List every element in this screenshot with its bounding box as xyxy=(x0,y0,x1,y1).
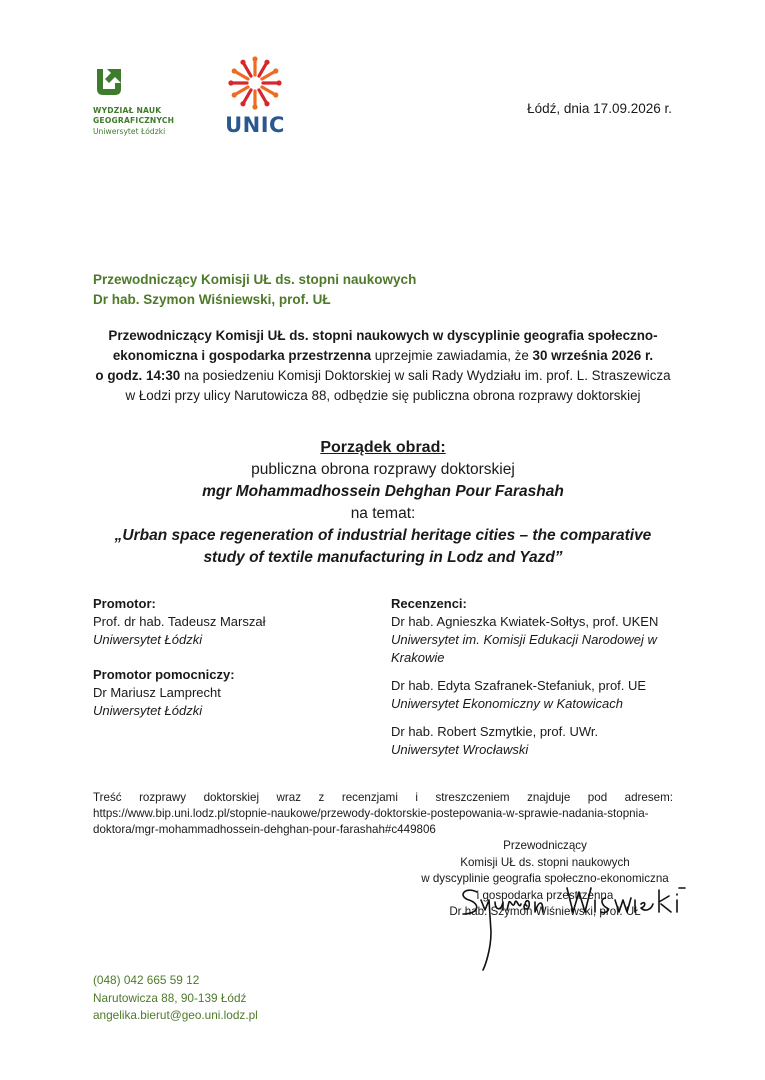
faculty-logo xyxy=(93,66,203,136)
reviewer-name: Dr hab. Robert Szmytkie, prof. UWr. xyxy=(391,724,599,739)
agenda-section xyxy=(93,437,673,569)
signature-name: Dr hab. Szymon Wiśniewski, prof. UŁ xyxy=(449,905,641,918)
reviewer-affiliation: Uniwersytet Wrocławski xyxy=(391,742,529,757)
agenda-topic-label: na temat: xyxy=(350,505,416,522)
candidate-name: mgr Mohammadhossein Dehghan Pour Farashah xyxy=(202,483,564,500)
supervisors-column xyxy=(93,595,353,720)
aux-promotor-label: Promotor pomocniczy: xyxy=(93,667,235,682)
unic-logo xyxy=(223,56,287,137)
faculty-name-line1: WYDZIAŁ NAUK xyxy=(93,106,162,115)
reviewer-affiliation: Uniwersytet im. Komisji Edukacji Narodowej w Krakowie xyxy=(391,632,657,665)
announcement-location: na posiedzeniu Komisji Doktorskiej w sali Rady Wydziału im. prof. L. Straszewicza w Łodzi przy ulicy Narutowicza 88, odbędzie się publiczna obrona rozprawy doktorskiej xyxy=(125,368,671,403)
handwritten-signature xyxy=(455,870,705,980)
defense-date: 30 września 2026 r. xyxy=(532,348,654,363)
faculty-name-line2: GEOGRAFICZNYCH xyxy=(93,116,175,125)
unic-wordmark: UNIC xyxy=(225,113,285,137)
signature-discipline: w dyscyplinie geografia społeczno-ekonomiczna xyxy=(421,872,669,885)
promotor-label: Promotor: xyxy=(93,596,156,611)
defense-time: o godz. 14:30 xyxy=(95,368,181,383)
aux-promotor-name: Dr Mariusz Lamprecht xyxy=(93,685,221,700)
promotor-affiliation: Uniwersytet Łódzki xyxy=(93,632,203,647)
faculty-arrow-logo-icon xyxy=(93,66,125,98)
reviewers-label: Recenzenci: xyxy=(391,596,467,611)
announcement-paragraph xyxy=(93,326,673,406)
letter-date: Łódź, dnia 17.09.2026 r. xyxy=(527,101,672,116)
aux-promotor-affiliation: Uniwersytet Łódzki xyxy=(93,703,203,718)
sender-title: Przewodniczący Komisji UŁ ds. stopni naukowych xyxy=(93,272,417,287)
thesis-title: „Urban space regeneration of industrial heritage cities – the comparative study of textile manufacturing in Lodz and Yazd” xyxy=(114,527,652,566)
contact-address: Narutowicza 88, 90-139 Łódź xyxy=(93,990,247,1005)
promotor-name: Prof. dr hab. Tadeusz Marszał xyxy=(93,614,266,629)
contact-phone: (048) 042 665 59 12 xyxy=(93,973,200,987)
contact-footer xyxy=(93,972,258,1025)
agenda-line: publiczna obrona rozprawy doktorskiej xyxy=(251,461,515,478)
faculty-university: Uniwersytet Łódzki xyxy=(93,127,166,136)
signature-discipline-cont: i gospodarka przestrzenna xyxy=(476,888,614,902)
signature-title: Przewodniczący xyxy=(503,839,587,852)
reviewer-name: Dr hab. Agnieszka Kwiatek-Sołtys, prof. UKEN xyxy=(391,614,659,629)
reviewer-affiliation: Uniwersytet Ekonomiczny w Katowicach xyxy=(391,696,623,711)
thesis-access-note: Treść rozprawy doktorskiej wraz z recenzjami i streszczeniem znajduje pod adresem: https://www.bip.uni.lodz.pl/stopnie-naukowe/przewody-doktorskie-postepowania-w-sprawie-nadania-stopnia-doktora/mgr-mohammadhossein-dehghan-pour-farashah#c449806 xyxy=(93,791,673,836)
sender-header xyxy=(93,270,416,310)
sender-name: Dr hab. Szymon Wiśniewski, prof. UŁ xyxy=(93,292,331,307)
contact-email[interactable]: angelika.bierut@geo.uni.lodz.pl xyxy=(93,1008,258,1022)
reviewer-name: Dr hab. Edyta Szafranek-Stefaniuk, prof. UE xyxy=(391,678,647,693)
reviewers-column xyxy=(391,595,676,759)
signature-committee: Komisji UŁ ds. stopni naukowych xyxy=(460,855,630,869)
announcement-committee: Przewodniczący Komisji UŁ ds. stopni naukowych w dyscyplinie geografia społeczno-ekonomiczna i gospodarka przestrzenna xyxy=(108,328,658,363)
announcement-text: uprzejmie zawiadamia, że xyxy=(371,348,533,363)
agenda-title: Porządek obrad: xyxy=(320,439,446,456)
unic-starburst-logo-icon xyxy=(228,56,282,110)
